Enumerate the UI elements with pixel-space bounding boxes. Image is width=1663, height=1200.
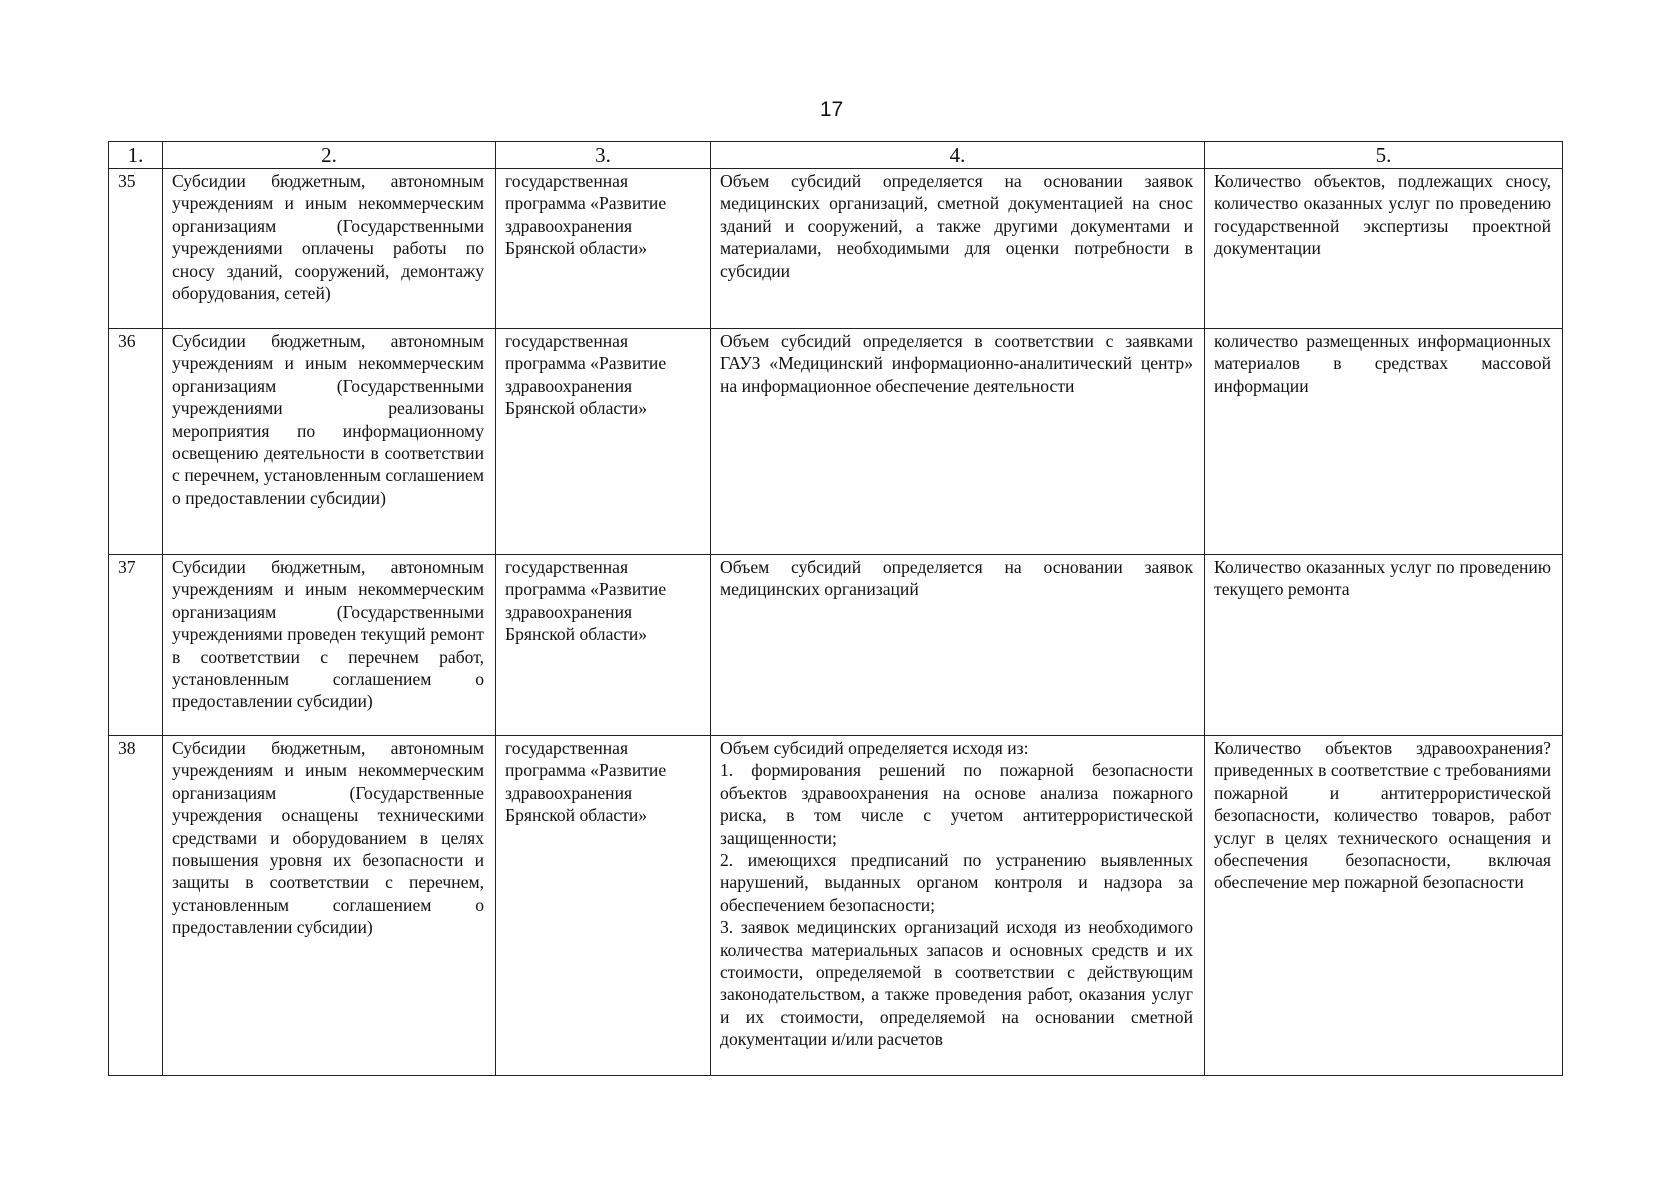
method-paragraph: Объем субсидий определяется исходя из:: [720, 738, 1029, 758]
row-number: 36: [109, 329, 163, 555]
table-row: [109, 555, 1563, 736]
method-paragraph: Объем субсидий определяется на основании заявок медицинских организаций, сметной документацией на снос зданий и сооружений, а также другими документами и материалами, необходимыми для оценки потребности в субсидии: [720, 171, 1193, 281]
result-indicator: Количество объектов, подлежащих сносу, количество оказанных услуг по проведению государственной экспертизы проектной документации: [1205, 169, 1563, 329]
method-paragraph: 3. заявок медицинских организаций исходя из необходимого количества материальных запасов и основных средств и их стоимости, определяемой в соответствии с действующим законодательством, а также проведения работ, оказания услуг и их стоимости, определяемой на основании сметной документации и/или расчетов: [720, 917, 1193, 1050]
table-row: [109, 736, 1563, 1076]
subsidy-description: Субсидии бюджетным, автономным учреждениям и иным некоммерческим организациям (Государственными учреждениями реализованы мероприятия по информационному освещению деятельности в соответствии с перечнем, установленным соглашением о предоставлении субсидии): [163, 329, 496, 555]
row-number: 38: [109, 736, 163, 1076]
page-number: 17: [819, 98, 844, 121]
result-indicator: Количество оказанных услуг по проведению текущего ремонта: [1205, 555, 1563, 736]
calculation-method: [711, 736, 1205, 1076]
subsidy-description: Субсидии бюджетным, автономным учреждениям и иным некоммерческим организациям (Государственными учреждениями проведен текущий ремонт в соответствии с перечнем работ, установленным соглашением о предоставлении субсидии): [163, 555, 496, 736]
column-header-2: 2.: [163, 142, 496, 169]
method-paragraph: 1. формирования решений по пожарной безопасности объектов здравоохранения на основе анализа пожарного риска, в том числе с учетом антитеррористической защищенности;: [720, 760, 1193, 848]
subsidy-description: Субсидии бюджетным, автономным учреждениям и иным некоммерческим организациям (Государственными учреждениями оплачены работы по сносу зданий, сооружений, демонтажу оборудования, сетей): [163, 169, 496, 329]
row-number: 35: [109, 169, 163, 329]
column-header-3: 3.: [496, 142, 711, 169]
subsidy-description: Субсидии бюджетным, автономным учреждениям и иным некоммерческим организациям (Государственные учреждения оснащены техническими средствами и оборудованием в целях повышения уровня их безопасности и защиты в соответствии с перечнем, установленным соглашением о предоставлении субсидии): [163, 736, 496, 1076]
method-paragraph: Объем субсидий определяется в соответствии с заявками ГАУЗ «Медицинский информационно-аналитический центр» на информационное обеспечение деятельности: [720, 331, 1193, 396]
method-paragraph: Объем субсидий определяется на основании заявок медицинских организаций: [720, 557, 1193, 600]
method-paragraph: 2. имеющихся предписаний по устранению выявленных нарушений, выданных органом контроля и надзора за обеспечением безопасности;: [720, 850, 1193, 915]
program-name: государственная программа «Развитие здравоохранения Брянской области»: [496, 329, 711, 555]
subsidy-table: [108, 141, 1563, 1076]
program-name: государственная программа «Развитие здравоохранения Брянской области»: [496, 169, 711, 329]
table-header-row: [109, 142, 1563, 169]
calculation-method: [711, 329, 1205, 555]
calculation-method: [711, 555, 1205, 736]
result-indicator: Количество объектов здравоохранения? приведенных в соответствие с требованиями пожарной и антитеррористической безопасности, количество товаров, работ услуг в целях технического оснащения и обеспечения безопасности, включая обеспечение мер пожарной безопасности: [1205, 736, 1563, 1076]
column-header-4: 4.: [711, 142, 1205, 169]
program-name: государственная программа «Развитие здравоохранения Брянской области»: [496, 736, 711, 1076]
result-indicator: количество размещенных информационных материалов в средствах массовой информации: [1205, 329, 1563, 555]
row-number: 37: [109, 555, 163, 736]
program-name: государственная программа «Развитие здравоохранения Брянской области»: [496, 555, 711, 736]
table-row: [109, 329, 1563, 555]
calculation-method: [711, 169, 1205, 329]
column-header-5: 5.: [1205, 142, 1563, 169]
table-row: [109, 169, 1563, 329]
column-header-1: 1.: [109, 142, 163, 169]
